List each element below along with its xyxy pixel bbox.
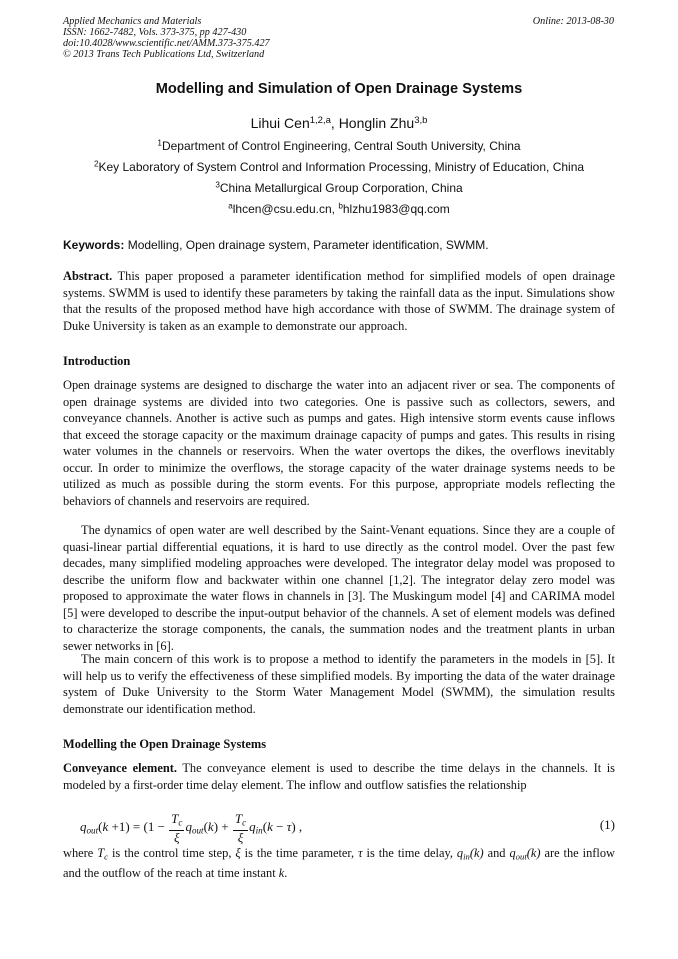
keywords-text: Modelling, Open drainage system, Parameter identification, SWMM. bbox=[127, 238, 489, 252]
online-date: Online: 2013-08-30 bbox=[532, 16, 614, 27]
keywords bbox=[63, 238, 489, 252]
affiliation bbox=[0, 139, 678, 153]
affiliation-sup: 1 bbox=[157, 138, 162, 148]
abstract-label: Abstract. bbox=[63, 269, 113, 283]
author-name: Honglin Zhu bbox=[338, 115, 415, 131]
author-name: Lihui Cen bbox=[250, 115, 310, 131]
email-sup: a bbox=[228, 201, 233, 211]
journal-header bbox=[63, 16, 270, 60]
where-paragraph: where $T_c$ is the control time step, ξ is the time parameter, τ is the time delay, $q_{in}(k)$ and $q_{out}(k)$ are the inflow and the outflow of the reach at time instant k. bbox=[63, 846, 615, 881]
equation-number: (1) bbox=[599, 817, 615, 832]
modelling-paragraph bbox=[63, 760, 615, 793]
affiliation-sup: 3 bbox=[215, 180, 220, 190]
author-separator: , bbox=[330, 115, 339, 131]
intro-paragraph-1: Open drainage systems are designed to discharge the water into an adjacent river or sea. The components of open drainage systems are divided into two categories. One is passive such as collectors, sewers, and conveyance channels. Another is active such as pumps and gates. High intensive storm events cause inflows that exceed the storage capacity or the maximum drainage capacity of pumps and gates. This results in rising water volumes in the channels or reservoirs. When the water overtops the dikes, the overflows inevitably occur. In order to minimize the overflows, the storage capacity of the water drainage systems needs to be utilized as much as possible during the storm events. For this purpose, appropriate models reflecting the behaviors of channels and reservoirs are required. bbox=[63, 378, 615, 508]
paper-title: Modelling and Simulation of Open Drainage Systems bbox=[155, 81, 523, 97]
abstract-text: This paper proposed a parameter identification method for simplified models of open drainage systems. SWMM is used to identify these parameters by taking the rainfall data as the input. Simulations show that the results of the proposed method have high accordance with those of SWMM. The drainage system of Duke University is taken as an example to demonstrate our approach. bbox=[63, 269, 615, 333]
author-sup: 3,b bbox=[414, 114, 428, 126]
intro-paragraph-3: The main concern of this work is to propose a method to identify the parameters in the models in [5]. It will help us to verify the effectiveness of these simplified models. By importing the data of the water drainage system of Duke University to the Storm Water Management Model (SWMM), the simulation results demonstrate our identification method. bbox=[63, 652, 615, 716]
journal-name: Applied Mechanics and Materials bbox=[63, 16, 202, 27]
affiliation bbox=[0, 181, 678, 195]
email-link[interactable]: lhcen@csu.edu.cn, bbox=[232, 202, 335, 216]
author-sup: 1,2,a bbox=[309, 114, 331, 126]
email-sup: b bbox=[338, 201, 343, 211]
email-link[interactable]: hlzhu1983@qq.com bbox=[342, 202, 450, 216]
affiliation-sup: 2 bbox=[93, 159, 99, 169]
affiliation bbox=[0, 160, 678, 174]
section-heading-modelling: Modelling the Open Drainage Systems bbox=[63, 737, 267, 751]
intro-paragraph-2: The dynamics of open water are well described by the Saint-Venant equations. Since they are a couple of quasi-linear partial differential equations, it is hard to use directly as the control model. Over the past few decades, many simplified modeling approaches were developed. The integrator delay model was proposed to describe the uniform flow and backwater within one channel [1,2]. The integrator delay zero model was proposed to approximate the water flows in channels in [3]. The Muskingum model [4] and CARIMA model [5] were developed to describe the input-output behavior of the channels. A set of element models was defined to characterize the storage components, the canals, the summation nodes and the treatment plants in urban sewer networks in [6]. bbox=[63, 523, 615, 653]
journal-issn: ISSN: 1662-7482, Vols. 373-375, pp 427-430 bbox=[63, 27, 247, 38]
section-heading-introduction: Introduction bbox=[63, 354, 131, 368]
equation-formula: $q_{out}(k +1) = (1$ − $\frac{T_c}{\xi}$ $q_{out}(k)$ + $\frac{T_c}{\xi}$ $q_{in}(k - \tau)$ , bbox=[80, 811, 303, 845]
abstract bbox=[63, 268, 615, 334]
conveyance-text: The conveyance element is used to describe the time delays in the channels. It is modeled by a first-order time delay element. The inflow and outflow satisfies the relationship bbox=[63, 761, 616, 792]
author-line bbox=[0, 115, 678, 131]
affiliation-text: Department of Control Engineering, Central South University, China bbox=[161, 139, 521, 153]
conveyance-label: Conveyance element. bbox=[63, 761, 177, 775]
keywords-label: Keywords: bbox=[63, 238, 125, 252]
journal-doi[interactable]: doi:10.4028/www.scientific.net/AMM.373-375.427 bbox=[63, 38, 270, 49]
affiliation-text: Key Laboratory of System Control and Information Processing, Ministry of Education, China bbox=[98, 160, 585, 174]
email-line bbox=[0, 202, 678, 216]
affiliation-text: China Metallurgical Group Corporation, China bbox=[219, 181, 463, 195]
journal-copyright: © 2013 Trans Tech Publications Ltd, Switzerland bbox=[63, 49, 265, 60]
equation-1 bbox=[80, 806, 615, 844]
